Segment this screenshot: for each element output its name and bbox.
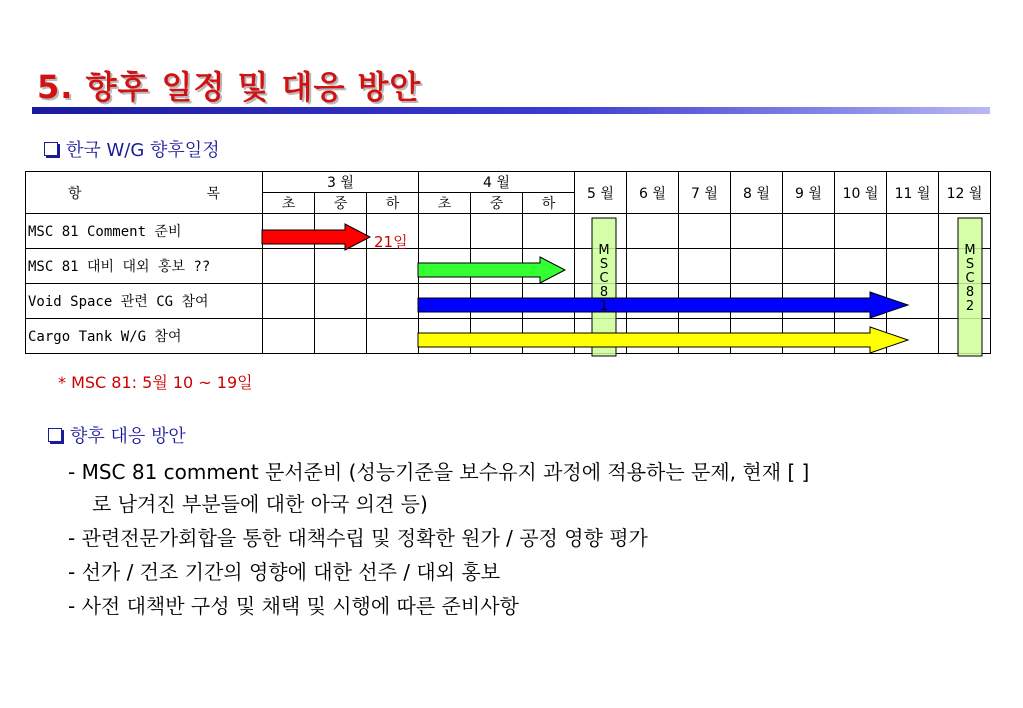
month-header: 11 월	[887, 172, 939, 214]
section-heading-text: 한국 W/G 향후일정	[66, 140, 220, 161]
month-header: 4 월	[419, 172, 575, 193]
subperiod-header: 초	[263, 193, 315, 214]
bullet-item: - MSC 81 comment 문서준비 (성능기준을 보수유지 과정에 적용하는 문제, 현재 [ ]	[68, 460, 810, 484]
arrow-msc81-pr	[418, 257, 565, 283]
subperiod-header: 하	[523, 193, 575, 214]
bullet-item: - 관련전문가회합을 통한 대책수립 및 정확한 원가 / 공정 영향 평가	[68, 526, 648, 550]
bullet-item-continuation: 로 남겨진 부분들에 대한 아국 의견 등)	[92, 492, 428, 516]
month-header: 3 월	[263, 172, 419, 193]
subperiod-header: 중	[471, 193, 523, 214]
month-header: 7 월	[679, 172, 731, 214]
page-title: 5. 향후 일정 및 대응 방안	[37, 68, 422, 106]
msc82-label: M S C 8 2	[964, 243, 976, 314]
section-heading-text: 향후 대응 방안	[70, 426, 186, 447]
schedule-row-label: MSC 81 Comment 준비	[26, 214, 263, 249]
schedule-footnote: * MSC 81: 5월 10 ~ 19일	[58, 373, 253, 392]
bullet-item: - 사전 대책반 구성 및 채택 및 시행에 따른 준비사항	[68, 594, 519, 618]
arrow-end-label: 21일	[374, 233, 408, 251]
bullet-item: - 선가 / 건조 기간의 영향에 대한 선주 / 대외 홍보	[68, 560, 501, 584]
schedule-row-label: Cargo Tank W/G 참여	[26, 319, 263, 354]
item-header-left: 항	[68, 185, 82, 202]
subperiod-header: 초	[419, 193, 471, 214]
subperiod-header: 하	[367, 193, 419, 214]
month-header: 10 월	[835, 172, 887, 214]
schedule-row-label: Void Space 관련 CG 참여	[26, 284, 263, 319]
arrow-cargo-tank	[418, 327, 908, 353]
month-header: 6 월	[627, 172, 679, 214]
subperiod-header: 중	[315, 193, 367, 214]
checkbox-square-icon	[48, 428, 62, 442]
month-header: 8 월	[731, 172, 783, 214]
month-header: 5 월	[575, 172, 627, 214]
month-header: 9 월	[783, 172, 835, 214]
msc81-label: M S C 8 1	[598, 243, 610, 314]
schedule-row-label: MSC 81 대비 대외 홍보 ??	[26, 249, 263, 284]
month-header: 12 월	[939, 172, 991, 214]
arrow-void-space	[418, 292, 908, 318]
arrow-msc81-comment	[262, 224, 370, 250]
item-header-right: 목	[206, 185, 220, 202]
section-heading-response	[48, 422, 186, 448]
